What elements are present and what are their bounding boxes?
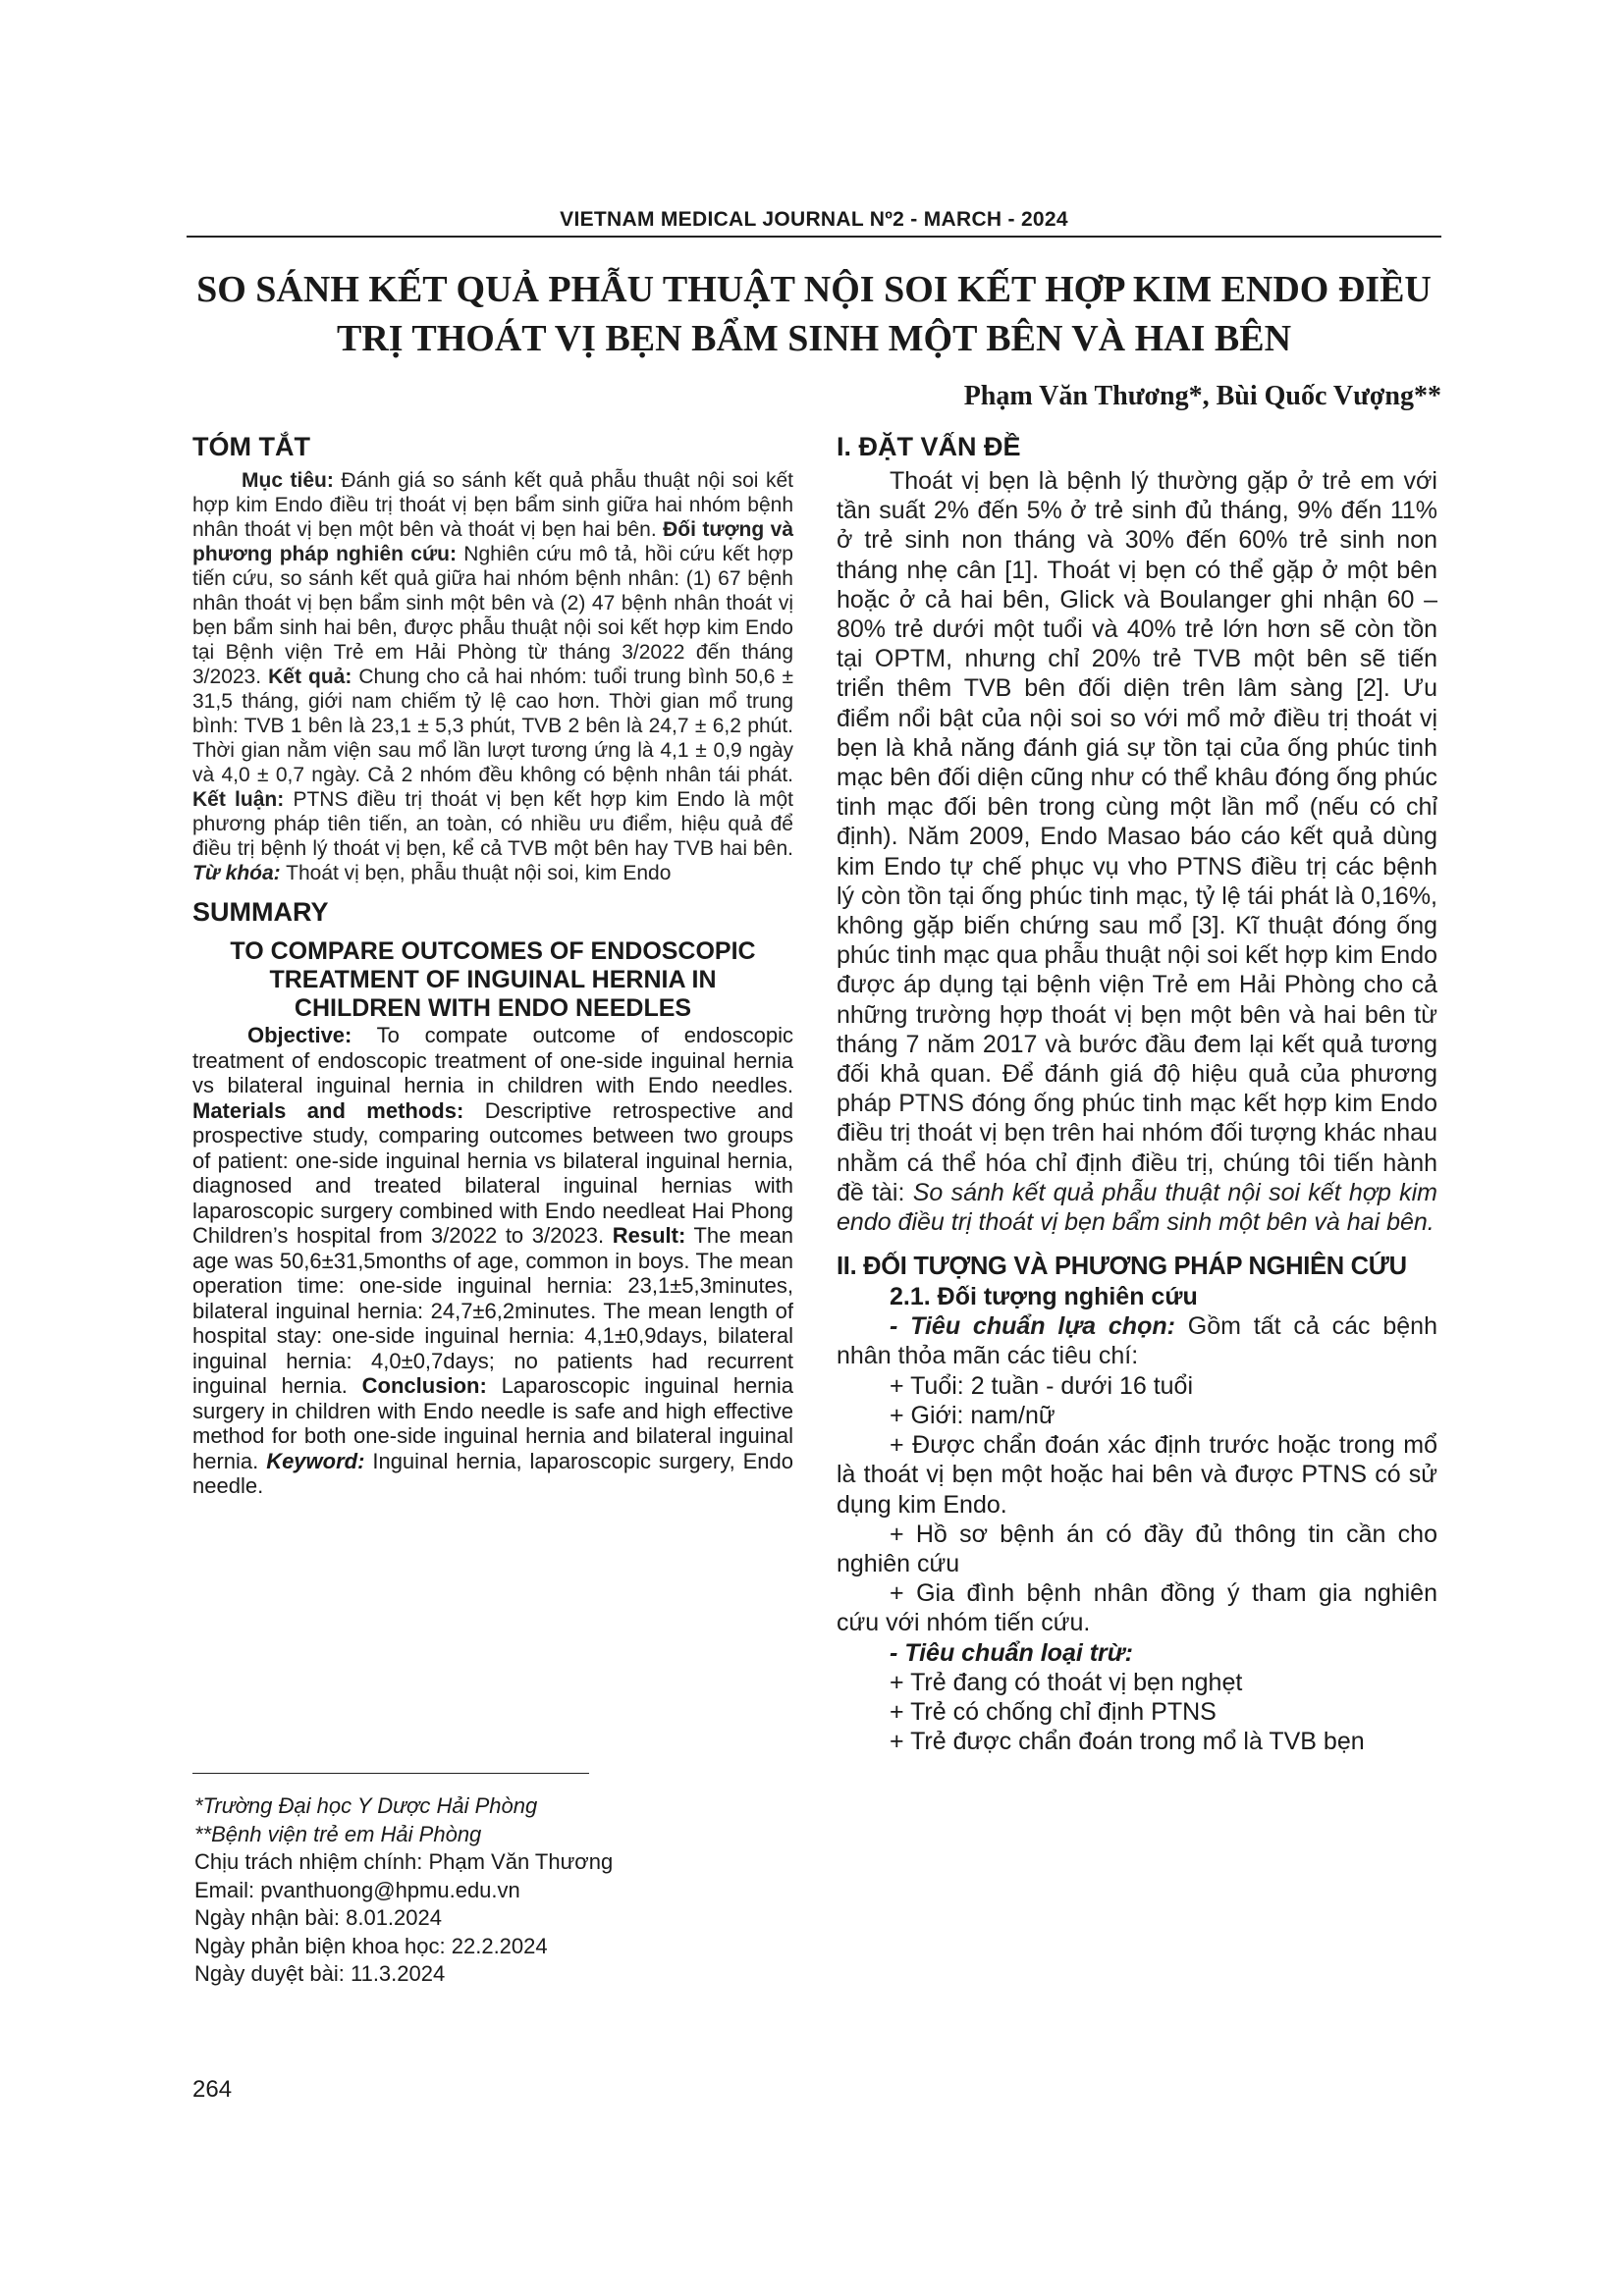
exclusion-item: + Trẻ có chống chỉ định PTNS — [890, 1697, 1217, 1726]
conclusion-label: Kết luận: — [192, 788, 285, 811]
conclusion-text: PTNS điều trị thoát vị bẹn kết hợp kim Endo là một phương pháp tiên tiến, an toàn, có nhiều ưu điểm, hiệu quả để điều trị bệnh lý thoát vị bẹn, kể cả TVB một bên hay TVB hai bên. — [192, 788, 793, 860]
section-1-heading: I. ĐẶT VẤN ĐỀ — [837, 432, 1021, 461]
header-rule — [187, 236, 1441, 238]
study-title-italic: So sánh kết quả phẫu thuật nội soi kết hợp kim endo điều trị thoát vị bẹn bẩm sinh một bên và hai bên. — [837, 1178, 1437, 1237]
right-column — [837, 432, 1437, 1756]
abstract-heading: TÓM TẮT — [192, 432, 310, 461]
date-accepted: Ngày duyệt bài: 11.3.2024 — [194, 1961, 446, 1986]
inclusion-item: + Hồ sơ bệnh án có đầy đủ thông tin cần cho nghiên cứu — [837, 1520, 1437, 1577]
results-label: Kết quả: — [268, 666, 352, 688]
en-methods-text: Descriptive retrospective and prospective study, comparing outcomes between two groups of patient: one-side inguinal hernia vs bilateral inguinal hernia, diagnosed and treated bilateral inguinal hernias with laparoscopic surgery combined with Endo needleat Hai Phong Children’s hospital from 3/2022 to 3/2023. — [192, 1097, 793, 1248]
objective-text: Đánh giá so sánh kết quả phẫu thuật nội soi kết hợp kim Endo điều trị thoát vị bẹn bẩm sinh giữa hai nhóm bệnh nhân thoát vị bẹn một bên và thoát vị bẹn hai bên. — [192, 469, 793, 541]
en-result-text: The mean age was 50,6±31,5months of age, common in boys. The mean operation time: one-side inguinal hernia: 23,1±5,3minutes, bilateral inguinal hernia: 24,7±6,2minutes. The mean length of hospital stay: one-side inguinal hernia: 4,1±0,9days, bilateral inguinal hernia: 4,0±0,7days; no patients had recurrent inguinal hernia. — [192, 1223, 793, 1398]
date-received: Ngày nhận bài: 8.01.2024 — [194, 1905, 442, 1930]
inclusion-text: Gồm tất cả các bệnh nhân thỏa mãn các tiêu chí: — [837, 1312, 1437, 1370]
en-conclusion-text: Laparoscopic inguinal hernia surgery in children with Endo needle is safe and high effective method for both one-side inguinal hernia and bilateral inguinal hernia. — [192, 1373, 793, 1473]
page-number: 264 — [192, 2076, 233, 2103]
inclusion-label: - Tiêu chuẩn lựa chọn: — [890, 1312, 1175, 1341]
abstract-vi-text — [192, 468, 793, 885]
section-1-text: Thoát vị bẹn là bệnh lý thường gặp ở trẻ em với tần suất 2% đến 5% ở trẻ sinh đủ tháng, 9% đến 11% ở trẻ sinh non tháng và 30% đến 60% trẻ sinh non tháng nhẹ cân [1]. Thoát vị bẹn có thể gặp ở một bên hoặc ở cả hai bên, Glick và Boulanger ghi nhận 60 – 80% trẻ dưới một tuổi và 40% trẻ lớn hơn sẽ còn tồn tại OPTM, nhưng chỉ 20% trẻ TVB một bên sẽ tiến triển thêm TVB bên đối diện trên lâm sàng [2]. Ưu điểm nổi bật của nội soi so với mổ mở điều trị thoát vị bẹn là khả năng đánh giá sự tồn tại của ống phúc tinh mạc bên đối diện cũng như có thể khâu đóng ống phúc tinh mạc đối bên trong cùng một lần mổ (nếu có chỉ định). Năm 2009, Endo Masao báo cáo kết quả dùng kim Endo tự chế phục vụ vho PTNS điều trị các bệnh lý còn tồn tại ống phúc tinh mạc, tỷ lệ tái phát là 0,16%, không gặp biến chứng sau mổ [3]. Kĩ thuật đóng ống phúc tinh mạc qua phẫu thuật nội soi kết hợp kim Endo được áp dụng tại bệnh viện Trẻ em Hải Phòng cho cả những trường hợp thoát vị bẹn một bên và hai bên từ tháng 7 năm 2017 và bước đầu đem lại kết quả tương đối khả quan. Để đánh giá độ hiệu quả của phương pháp PTNS đóng ống phúc tinh mạc kết hợp kim Endo điều trị thoát vị bẹn trên hai nhóm đối tượng khác nhau nhằm cá thể hóa chỉ định điều trị, chúng tôi tiến hành đề tài: — [837, 467, 1437, 1206]
inclusion-item: + Tuổi: 2 tuần - dưới 16 tuổi — [890, 1371, 1194, 1400]
section-1-paragraph — [837, 466, 1437, 1237]
en-result-label: Result: — [612, 1223, 686, 1248]
running-head: VIETNAM MEDICAL JOURNAL Nº2 - MARCH - 2024 — [560, 208, 1068, 231]
summary-heading: SUMMARY — [192, 897, 329, 927]
results-text: Chung cho cả hai nhóm: tuổi trung bình 50,6 ± 31,5 tháng, giới nam chiếm tỷ lệ cao hơn. Thời gian mổ trung bình: TVB 1 bên là 23,1 ± 5,3 phút, TVB 2 bên là 24,7 ± 6,2 phút. Thời gian nằm viện sau mổ lần lượt tương ứng là 4,1 ± 0,9 ngày và 4,0 ± 0,7 ngày. Cả 2 nhóm đều không có bệnh nhân tái phát. — [192, 666, 794, 786]
en-objective-text: To compate outcome of endoscopic treatment of endoscopic treatment of one-side inguinal hernia vs bilateral inguinal hernia in children with Endo needles. — [192, 1023, 793, 1097]
article-title — [187, 265, 1441, 363]
affiliation-2: **Bệnh viện trẻ em Hải Phòng — [194, 1821, 482, 1846]
footnotes — [194, 1792, 784, 1989]
keywords-label: Từ khóa: — [192, 862, 281, 884]
responsible-author: Chịu trách nhiệm chính: Phạm Văn Thương — [194, 1849, 614, 1874]
inclusion-criteria — [837, 1311, 1437, 1370]
inclusion-item: + Giới: nam/nữ — [890, 1401, 1056, 1429]
inclusion-item: + Được chẩn đoán xác định trước hoặc trong mổ là thoát vị bẹn một hoặc hai bên và được PTNS có sử dụng kim Endo. — [837, 1431, 1437, 1519]
summary-en-text — [192, 1023, 793, 1499]
en-keyword-text: Inguinal hernia, laparoscopic surgery, Endo needle. — [192, 1448, 793, 1498]
en-objective-label: Objective: — [247, 1023, 352, 1047]
keywords-text: Thoát vị bẹn, phẫu thuật nội soi, kim Endo — [286, 862, 672, 884]
methods-label: Đối tượng và phương pháp nghiên cứu: — [192, 518, 794, 565]
objective-label: Mục tiêu: — [242, 469, 334, 492]
inclusion-item: + Gia đình bệnh nhân đồng ý tham gia nghiên cứu với nhóm tiến cứu. — [837, 1579, 1437, 1637]
section-2-heading: II. ĐỐI TƯỢNG VÀ PHƯƠNG PHÁP NGHIÊN CỨU — [837, 1253, 1407, 1281]
exclusion-heading — [837, 1638, 1437, 1668]
email: Email: pvanthuong@hpmu.edu.vn — [194, 1877, 520, 1902]
author-list: Phạm Văn Thương*, Bùi Quốc Vượng** — [963, 381, 1441, 411]
en-methods-label: Materials and methods: — [192, 1097, 464, 1123]
exclusion-item: + Trẻ được chẩn đoán trong mổ là TVB bẹn — [890, 1728, 1365, 1756]
methods-text: Nghiên cứu mô tả, hồi cứu kết hợp tiến cứu, so sánh kết quả giữa hai nhóm bệnh nhân: (1) 67 bệnh nhân thoát vị bẹn bẩm sinh một bên và (2) 47 bệnh nhân thoát vị bẹn bẩm sinh hai bên, được phẫu thuật nội soi kết hợp kim Endo tại Bệnh viện Trẻ em Hải Phòng từ tháng 3/2022 đến tháng 3/2023. — [192, 543, 793, 688]
en-keyword-label: Keyword: — [266, 1448, 365, 1473]
title-line-2: TRỊ THOÁT VỊ BẸN BẨM SINH MỘT BÊN VÀ HAI BÊN — [336, 318, 1292, 359]
subsection-2-1-heading: 2.1. Đối tượng nghiên cứu — [890, 1283, 1198, 1311]
footnote-rule — [192, 1773, 589, 1774]
exclusion-label: - Tiêu chuẩn loại trừ: — [890, 1638, 1133, 1667]
left-column — [192, 432, 793, 1499]
affiliation-1: *Trường Đại học Y Dược Hải Phòng — [194, 1793, 538, 1818]
title-line-1: SO SÁNH KẾT QUẢ PHẪU THUẬT NỘI SOI KẾT HỢP KIM ENDO ĐIỀU — [196, 269, 1432, 310]
exclusion-item: + Trẻ đang có thoát vị bẹn nghẹt — [890, 1668, 1243, 1696]
summary-title: TO COMPARE OUTCOMES OF ENDOSCOPIC TREATMENT OF INGUINAL HERNIA IN CHILDREN WITH ENDO NEEDLES — [230, 937, 756, 1022]
en-conclusion-label: Conclusion: — [361, 1373, 487, 1398]
date-reviewed: Ngày phản biện khoa học: 22.2.2024 — [194, 1933, 548, 1958]
